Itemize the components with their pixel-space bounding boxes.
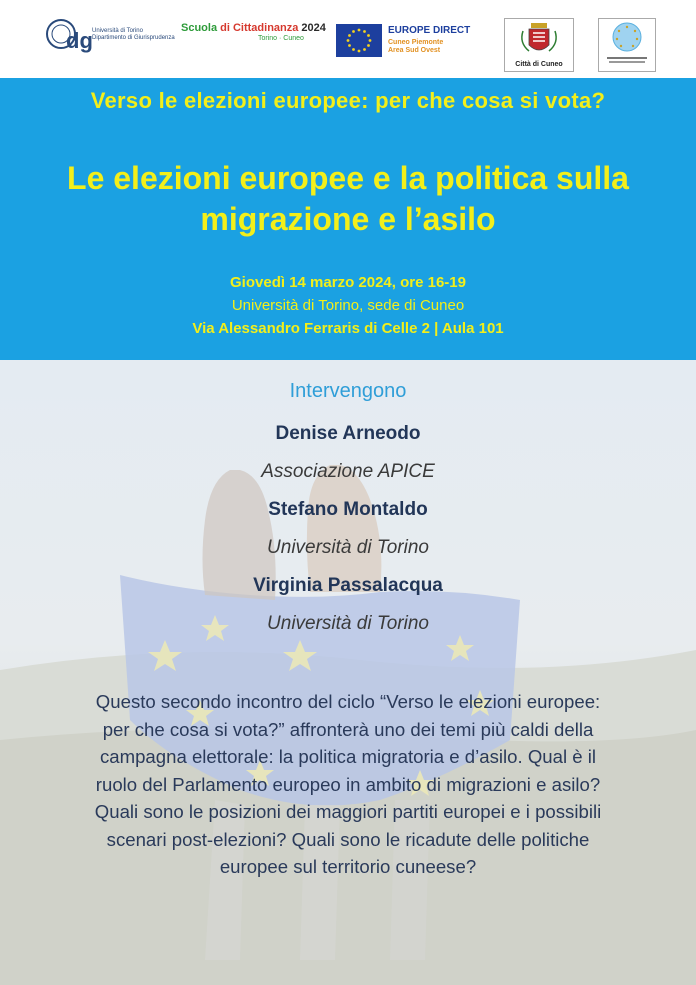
description-line: europee sul territorio cuneese? (219, 856, 477, 877)
speaker-affiliation: Università di Torino (267, 613, 429, 634)
scuola-word: Scuola (181, 22, 218, 34)
svg-text:dg: dg (66, 28, 93, 53)
description-line: ruolo del Parlamento europeo in ambito di migrazioni e asilo? (95, 773, 601, 795)
speaker-name: Stefano Montaldo (268, 499, 428, 520)
description-line: Quali sono le posizioni dei maggiori partiti europei e i possibili (94, 801, 602, 822)
background-photo (0, 360, 696, 985)
event-date: Giovedì 14 marzo 2024, ore 16-19 (230, 274, 466, 291)
logo-strip (0, 0, 696, 78)
event-title-line1: Le elezioni europee e la politica sulla (67, 160, 629, 196)
speaker-affiliation: Associazione APICE (261, 461, 435, 482)
event-venue: Università di Torino, sede di Cuneo (231, 297, 465, 314)
apice-logo (598, 18, 656, 72)
europe-direct-logo (336, 24, 486, 60)
scuola-cittadinanza-logo (181, 22, 331, 52)
speaker-affiliation: Università di Torino (267, 537, 429, 558)
apice-association-logo-icon (599, 19, 655, 71)
unito-line1: Università di Torino (92, 28, 143, 34)
europe-direct-line2: Area Sud Ovest (388, 47, 441, 54)
speaker-name: Virginia Passalacqua (253, 575, 443, 596)
europe-direct-title: EUROPE DIRECT (388, 25, 471, 36)
scuola-cittadinanza: Cittadinanza (232, 22, 299, 34)
unito-line2: Dipartimento di Giurisprudenza (92, 35, 175, 41)
cuneo-coat-of-arms-icon (505, 21, 573, 61)
eu-flag-icon (336, 24, 382, 57)
event-title (0, 158, 696, 240)
series-title: Verso le elezioni europee: per che cosa si vota? (90, 88, 606, 113)
description-line: campagna elettorale: la politica migratoria e d’asilo. Qual è il (99, 746, 597, 767)
europe-direct-line1: Cuneo Piemonte (388, 39, 444, 46)
event-address: Via Alessandro Ferraris di Celle 2 | Aula 101 (192, 320, 504, 337)
scuola-year: 2024 (298, 22, 326, 34)
description-line: per che cosa si vota?” affronterà uno dei temi più caldi della (102, 718, 594, 740)
scuola-di: di (217, 22, 233, 34)
description-line: scenari post-elezioni? Quali sono le ricadute delle politiche (106, 828, 590, 850)
citta-di-cuneo-label: Città di Cuneo (515, 61, 563, 68)
women-with-eu-flag-photo (0, 360, 696, 985)
unito-dg-logo-icon (46, 14, 93, 58)
description-line: Questo secondo incontro del ciclo “Verso le elezioni europee: (95, 691, 601, 712)
scuola-sub: Torino · Cuneo (258, 35, 304, 42)
speakers-heading: Intervengono (289, 380, 407, 402)
speaker-name: Denise Arneodo (275, 423, 421, 444)
unito-logo (46, 12, 176, 58)
citta-di-cuneo-logo (504, 18, 574, 72)
event-title-line2: migrazione e l’asilo (200, 201, 496, 237)
event-description (40, 688, 656, 881)
